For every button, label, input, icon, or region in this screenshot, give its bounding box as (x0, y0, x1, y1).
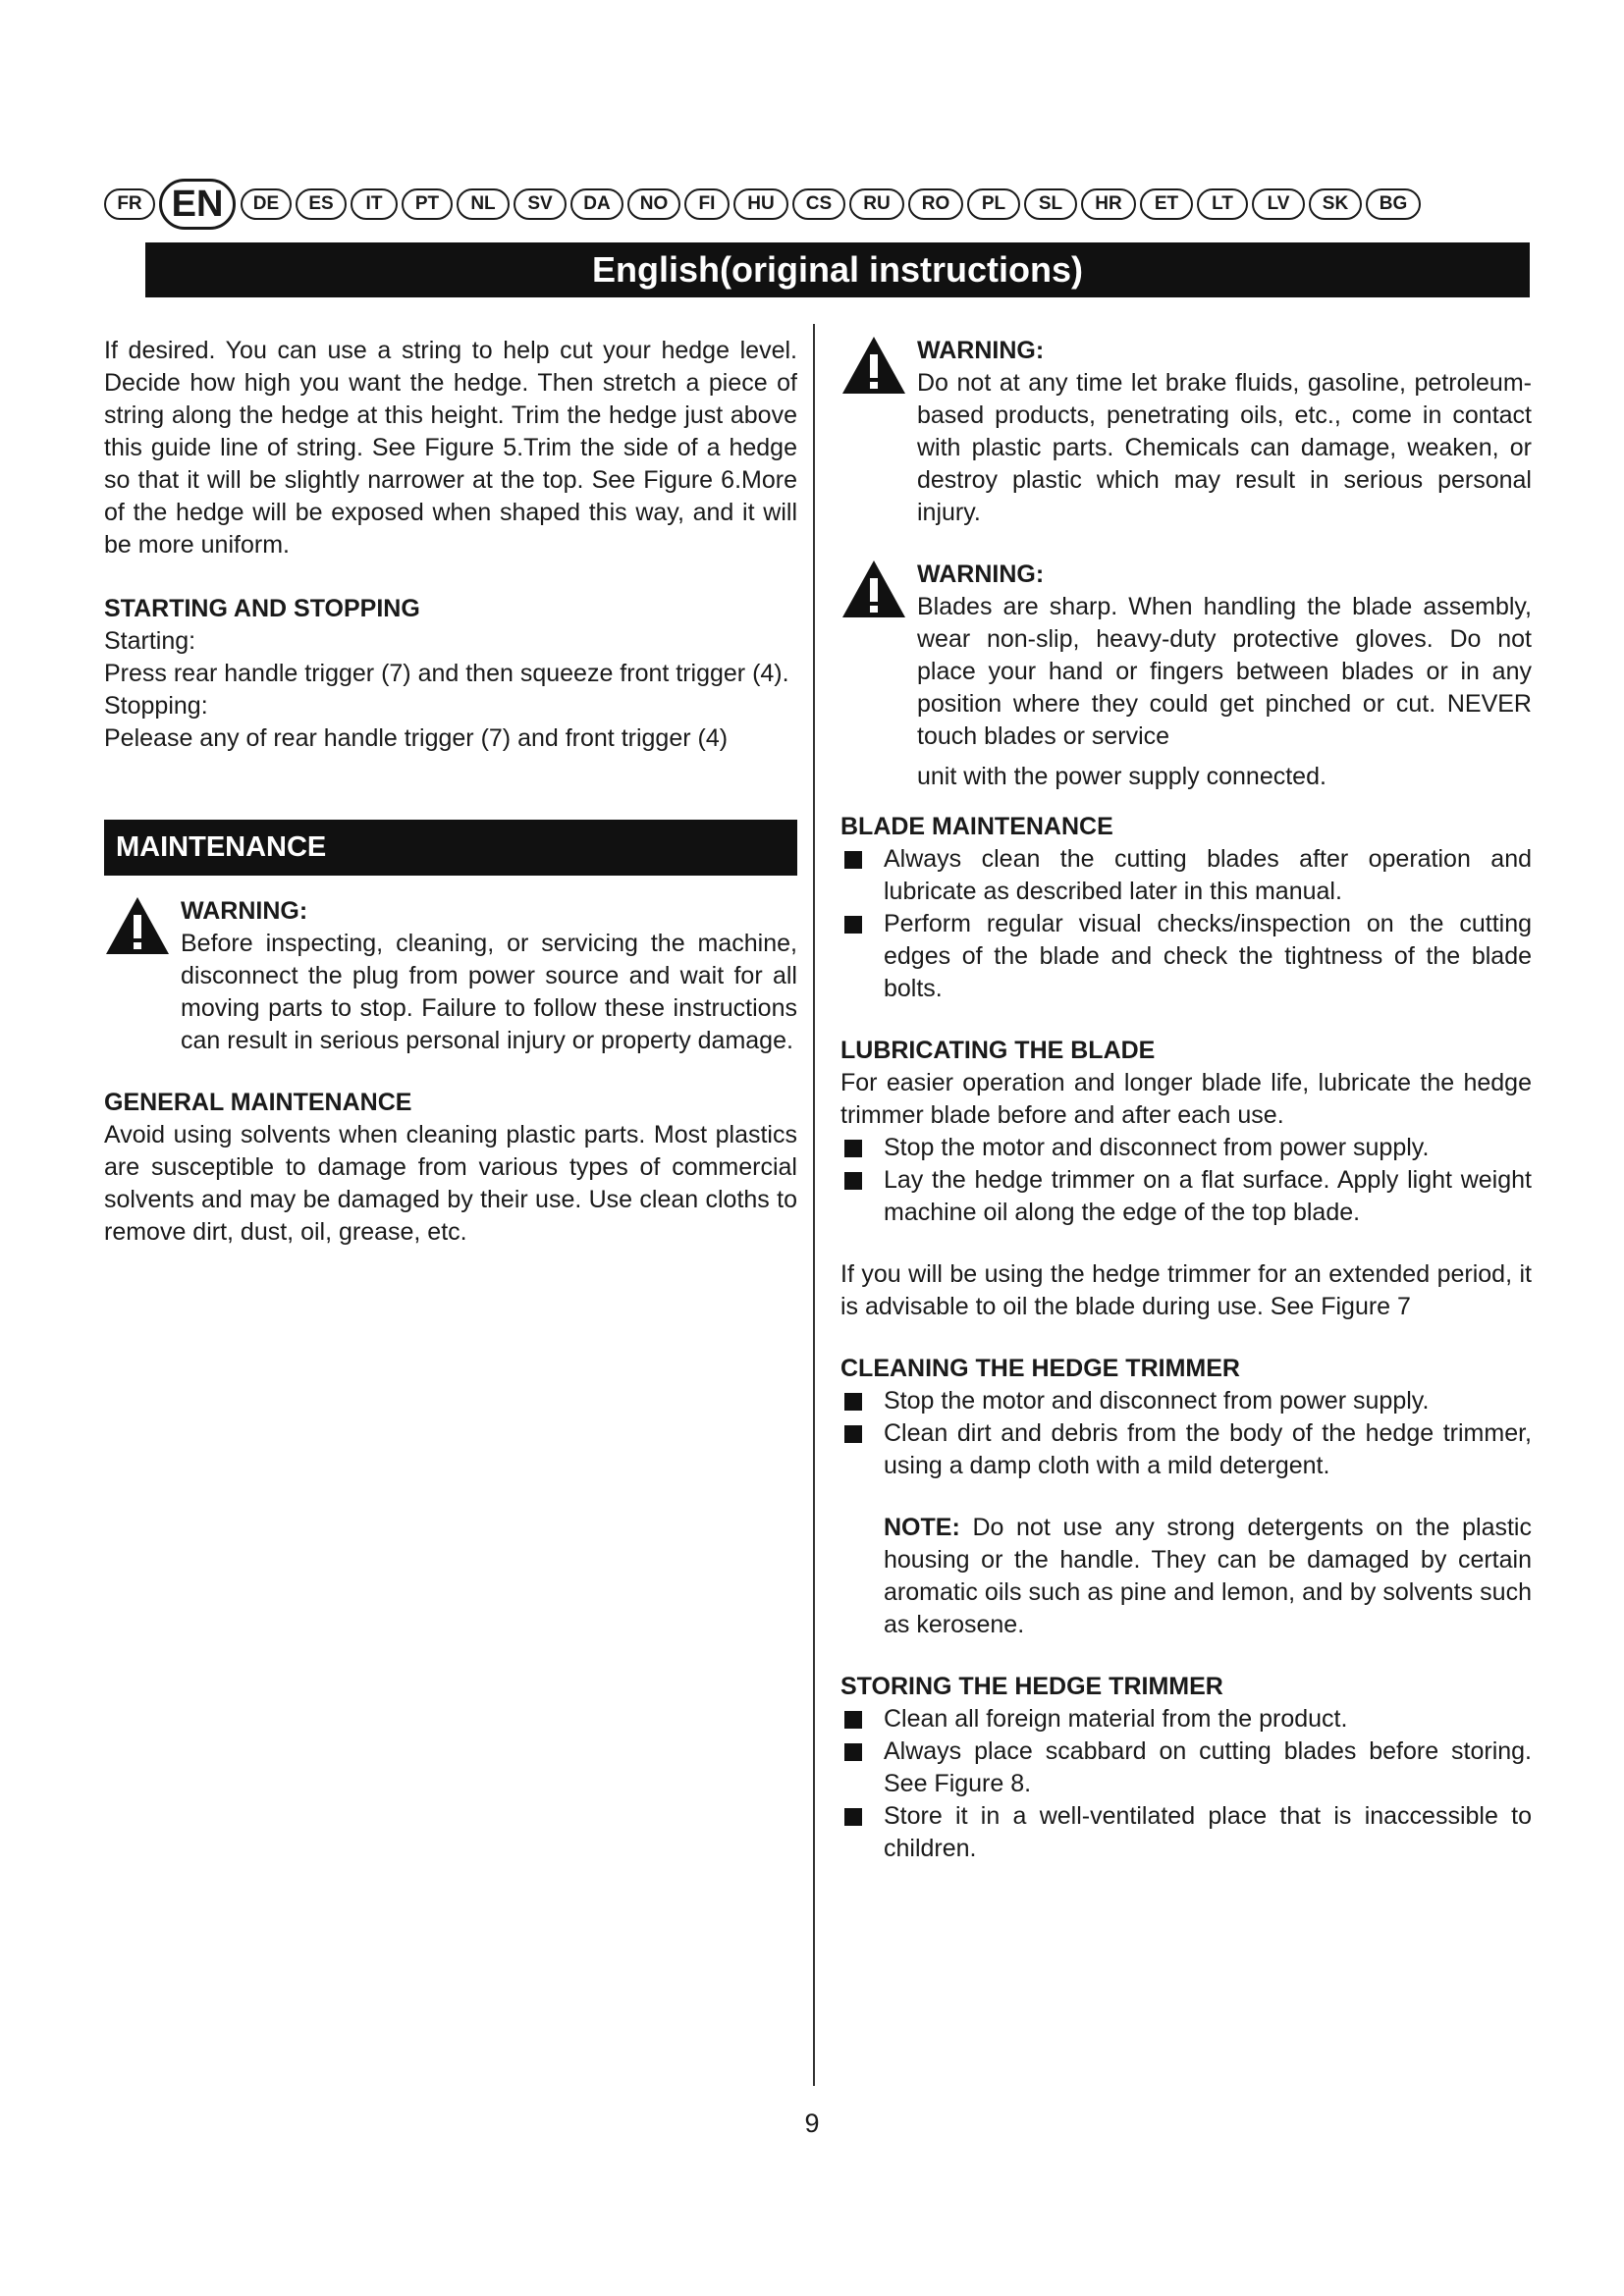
warning-title: WARNING: (917, 337, 1045, 364)
list-item: Stop the motor and disconnect from power supply. (840, 1132, 1532, 1164)
lang-hr[interactable]: HR (1081, 188, 1136, 220)
lang-fr[interactable]: FR (104, 188, 155, 220)
warning-text: Blades are sharp. When handling the blade assembly, wear non-slip, heavy-duty protective gloves. Do not place your hand or fingers between blades or in any position where they could get pinched or cut. NEVER touch blades or service (917, 593, 1532, 750)
note (840, 1512, 1532, 1641)
blade-maintenance-heading: BLADE MAINTENANCE (840, 813, 1113, 840)
storing-heading: STORING THE HEDGE TRIMMER (840, 1673, 1223, 1700)
lang-ro[interactable]: RO (908, 188, 963, 220)
warning-icon (840, 559, 907, 619)
general-maintenance-heading: GENERAL MAINTENANCE (104, 1089, 412, 1116)
page-title: English(original instructions) (145, 242, 1530, 297)
stopping-label: Stopping: (104, 692, 208, 720)
lang-pl[interactable]: PL (967, 188, 1020, 220)
column-divider (813, 324, 815, 2086)
lang-es[interactable]: ES (296, 188, 347, 220)
list-item: Always place scabbard on cutting blades before storing. See Figure 8. (840, 1735, 1532, 1800)
warning-title: WARNING: (181, 897, 308, 925)
lang-en[interactable]: EN (159, 179, 236, 230)
lang-lv[interactable]: LV (1252, 188, 1305, 220)
lang-bg[interactable]: BG (1366, 188, 1421, 220)
left-column (104, 335, 797, 1249)
intro-paragraph: If desired. You can use a string to help cut your hedge level. Decide how high you want the hedge. Then stretch a piece of string along the hedge at this height. Trim the hedge just above this guide line of string. See Figure 5.Trim the side of a hedge so that it will be slightly narrower at the top. See Figure 6.More of the hedge will be exposed when shaped this way, and it will be more uniform. (104, 337, 797, 559)
lang-no[interactable]: NO (627, 188, 680, 220)
list-item: Clean all foreign material from the product. (840, 1703, 1532, 1735)
warning-text: Do not at any time let brake fluids, gasoline, petroleum-based products, penetrating oils, etc., come in contact with plastic parts. Chemicals can damage, weaken, or destroy plastic which may result in serious personal injury. (917, 369, 1532, 526)
list-item: Stop the motor and disconnect from power supply. (840, 1385, 1532, 1417)
list-item: Lay the hedge trimmer on a flat surface. Apply light weight machine oil along the edge of the top blade. (840, 1164, 1532, 1229)
list-item: Clean dirt and debris from the body of the hedge trimmer, using a damp cloth with a mild detergent. (840, 1417, 1532, 1482)
stopping-text: Pelease any of rear handle trigger (7) and front trigger (4) (104, 724, 729, 752)
list-item: Always clean the cutting blades after operation and lubricate as described later in this manual. (840, 843, 1532, 908)
right-column (840, 335, 1532, 1865)
lang-nl[interactable]: NL (457, 188, 510, 220)
language-selector (104, 179, 1530, 230)
lang-sl[interactable]: SL (1024, 188, 1077, 220)
note-text: Do not use any strong detergents on the plastic housing or the handle. They can be damaged by certain aromatic oils such as pine and lemon, and by solvents such as kerosene. (884, 1514, 1532, 1638)
lang-hu[interactable]: HU (733, 188, 788, 220)
warning-text: Before inspecting, cleaning, or servicing the machine, disconnect the plug from power source and wait for all moving parts to stop. Failure to follow these instructions can result in serious personal injury or property damage. (181, 930, 797, 1054)
warning-icon (840, 335, 907, 396)
page-number: 9 (804, 2109, 820, 2138)
maintenance-title: MAINTENANCE (104, 820, 797, 876)
note-label: NOTE: (884, 1514, 960, 1541)
starting-label: Starting: (104, 627, 196, 655)
lang-lt[interactable]: LT (1197, 188, 1248, 220)
lang-de[interactable]: DE (241, 188, 292, 220)
lubricating-extra-text: If you will be using the hedge trimmer for an extended period, it is advisable to oil the blade during use. See Figure 7 (840, 1260, 1532, 1320)
lang-sk[interactable]: SK (1309, 188, 1362, 220)
lang-sv[interactable]: SV (514, 188, 567, 220)
lang-cs[interactable]: CS (792, 188, 845, 220)
general-maintenance-text: Avoid using solvents when cleaning plastic parts. Most plastics are susceptible to damage from various types of commercial solvents and may be damaged by their use. Use clean cloths to remove dirt, dust, oil, grease, etc. (104, 1121, 797, 1246)
warning-icon (104, 895, 171, 956)
warning-text-continued: unit with the power supply connected. (917, 763, 1326, 790)
lang-et[interactable]: ET (1140, 188, 1193, 220)
chemical-warning (840, 335, 1532, 529)
starting-heading: STARTING AND STOPPING (104, 595, 420, 622)
lubricating-text: For easier operation and longer blade life, lubricate the hedge trimmer blade before and after each use. (840, 1069, 1532, 1129)
maintenance-warning (104, 895, 797, 1057)
lang-fi[interactable]: FI (684, 188, 730, 220)
warning-title: WARNING: (917, 561, 1045, 588)
lang-ru[interactable]: RU (849, 188, 904, 220)
cleaning-heading: CLEANING THE HEDGE TRIMMER (840, 1355, 1240, 1382)
list-item: Perform regular visual checks/inspection on the cutting edges of the blade and check the tightness of the blade bolts. (840, 908, 1532, 1005)
starting-text: Press rear handle trigger (7) and then squeeze front trigger (4). (104, 660, 789, 687)
list-item: Store it in a well-ventilated place that is inaccessible to children. (840, 1800, 1532, 1865)
lang-da[interactable]: DA (570, 188, 623, 220)
lubricating-heading: LUBRICATING THE BLADE (840, 1037, 1156, 1064)
blade-warning (840, 559, 1532, 793)
lang-it[interactable]: IT (351, 188, 398, 220)
lang-pt[interactable]: PT (402, 188, 453, 220)
